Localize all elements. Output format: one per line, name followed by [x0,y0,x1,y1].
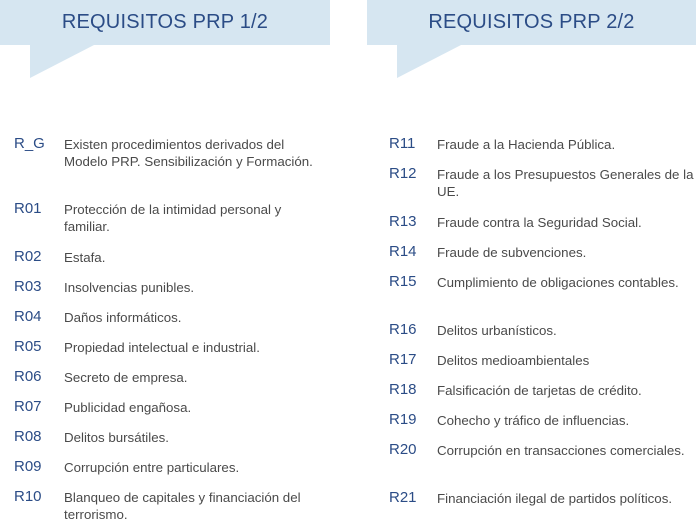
requirement-item [367,441,696,459]
requirement-item [367,135,696,153]
requirement-code: R14 [389,243,417,260]
requirement-item [367,273,696,291]
requirement-item [0,248,330,266]
requirement-description: Cohecho y tráfico de influencias. [437,413,630,428]
column-2-title: REQUISITOS PRP 2/2 [428,11,635,33]
requirement-item [0,308,330,326]
requirement-code: R20 [389,441,417,458]
requirement-description: Estafa. [64,250,106,265]
requirement-item [0,488,330,523]
requirement-item [0,135,330,170]
requirement-item [0,398,330,416]
requirement-description: Fraude de subvenciones. [437,245,587,260]
requirement-code: R11 [389,135,416,152]
column-1-banner-tail [30,45,94,78]
requirement-code: R10 [14,488,42,505]
requirement-item [367,165,696,200]
requirement-item [0,200,330,235]
requirement-description: Daños informáticos. [64,310,182,325]
column-1-title: REQUISITOS PRP 1/2 [61,11,269,33]
requirement-code: R06 [14,368,42,385]
requirement-item [0,368,330,386]
requirement-description: Fraude a la Hacienda Pública. [437,137,616,152]
requirement-description: Delitos medioambientales [437,353,590,368]
requirement-item [0,458,330,476]
requirement-item [0,428,330,446]
requirement-code: R_G [14,135,45,152]
requirement-code: R09 [14,458,42,475]
requirement-code: R15 [389,273,417,290]
requirement-description: Delitos urbanísticos. [437,323,557,338]
requirements-column-1 [0,0,330,522]
requirement-description: Corrupción entre particulares. [64,460,240,475]
requirement-description: Fraude contra la Seguridad Social. [437,215,642,230]
requirement-code: R02 [14,248,42,265]
column-1-banner [0,0,330,45]
requirement-code: R07 [14,398,42,415]
requirement-description: Corrupción en transacciones comerciales. [437,443,685,458]
requirement-code: R17 [389,351,417,368]
requirement-code: R08 [14,428,42,445]
requirement-description: Propiedad intelectual e industrial. [64,340,260,355]
requirement-item [367,489,696,507]
column-2-banner-tail [397,45,461,78]
requirement-code: R12 [389,165,417,182]
requirement-code: R05 [14,338,42,355]
requirement-item [0,278,330,296]
requirement-item [367,381,696,399]
requirement-item [367,243,696,261]
requirement-description: Fraude a los Presupuestos Generales de la UE. [437,167,694,199]
requirements-column-2 [367,0,696,506]
column-2-banner [367,0,696,45]
requirement-code: R18 [389,381,417,398]
requirement-description: Blanqueo de capitales y financiación del terrorismo. [64,490,301,522]
requirement-description: Cumplimiento de obligaciones contables. [437,275,679,290]
requirement-code: R19 [389,411,417,428]
requirement-item [367,411,696,429]
requirement-code: R21 [389,489,417,506]
requirement-code: R13 [389,213,417,230]
requirement-code: R03 [14,278,42,295]
requirement-description: Falsificación de tarjetas de crédito. [437,383,642,398]
requirement-description: Secreto de empresa. [64,370,188,385]
requirement-item [367,321,696,339]
requirement-description: Financiación ilegal de partidos políticos. [437,491,673,506]
requirement-code: R04 [14,308,42,325]
requirement-description: Existen procedimientos derivados del Modelo PRP. Sensibilización y Formación. [64,137,313,169]
requirement-code: R01 [14,200,42,217]
requirement-item [0,338,330,356]
requirement-description: Publicidad engañosa. [64,400,192,415]
requirement-code: R16 [389,321,417,338]
requirement-item [367,351,696,369]
requirement-description: Delitos bursátiles. [64,430,169,445]
requirement-description: Insolvencias punibles. [64,280,195,295]
requirement-description: Protección de la intimidad personal y familiar. [64,202,282,234]
requirement-item [367,213,696,231]
